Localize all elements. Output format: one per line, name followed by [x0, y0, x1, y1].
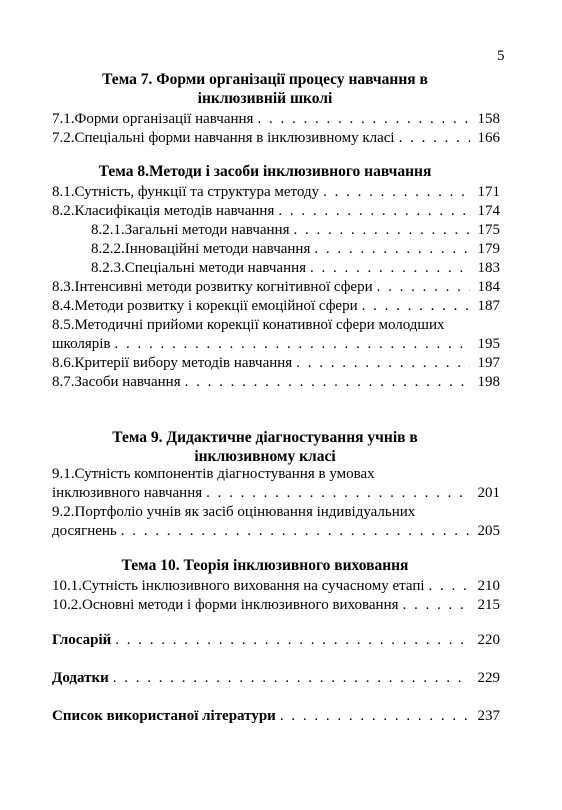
leader-dots [323, 183, 470, 202]
leader-dots [399, 129, 470, 148]
toc-subentry[interactable] [91, 259, 500, 278]
toc-entry[interactable] [52, 335, 500, 354]
section-heading-t10: Тема 10. Теорія інклюзивного виховання [121, 557, 409, 574]
toc-entry-label: Глосарій [52, 632, 112, 648]
toc-entry-label: 7.1.Форми організації навчання [52, 111, 254, 127]
leader-dots [185, 373, 470, 392]
toc-entry[interactable] [52, 577, 500, 596]
toc-entry-page: 197 [477, 355, 500, 371]
leader-dots [113, 669, 470, 688]
toc-entry[interactable] [52, 297, 500, 316]
toc-entry-label: 7.2.Спеціальні форми навчання в інклюзивному класі [52, 130, 395, 146]
toc-entry-label: Список використаної літератури [52, 708, 276, 724]
toc-entry[interactable] [52, 484, 500, 503]
toc-entry-page: 229 [477, 670, 500, 686]
toc-entry-page: 184 [477, 279, 500, 295]
toc-entry-label-line1[interactable]: 8.5.Методичні прийоми корекції конативної сфери молодших [52, 317, 445, 333]
leader-dots [403, 596, 470, 615]
toc-entry-page: 201 [477, 485, 500, 501]
toc-entry[interactable] [52, 596, 500, 615]
toc-entry-label: 8.2.2.Інноваційні методи навчання [91, 241, 311, 257]
leader-dots [278, 202, 470, 221]
toc-entry-label: Додатки [52, 670, 109, 686]
toc-entry-page: 166 [477, 130, 500, 146]
leader-dots [362, 297, 470, 316]
page-number: 5 [497, 48, 505, 64]
toc-entry-label-line1[interactable]: 9.1.Сутність компонентів діагностування в умовах [52, 466, 375, 482]
toc-subentry[interactable] [91, 221, 500, 240]
toc-entry-label: 8.3.Інтенсивні методи розвитку когнітивної сфери [52, 279, 373, 295]
toc-entry-label: 8.1.Сутність, функції та структура методу [52, 184, 320, 200]
toc-entry-label: 8.2.3.Спеціальні методи навчання [91, 260, 307, 276]
toc-entry-label: 10.1.Сутність інклюзивного виховання на сучасному етапі [52, 578, 425, 594]
toc-entry-glossary[interactable] [52, 631, 500, 650]
section-heading-t9-line2: інклюзивному класі [194, 448, 336, 465]
toc-entry-page: 187 [477, 298, 500, 314]
toc-entry-appendix[interactable] [52, 669, 500, 688]
leader-dots [310, 259, 470, 278]
toc-entry-page: 183 [477, 260, 500, 276]
leader-dots [429, 577, 470, 596]
leader-dots [280, 707, 470, 726]
toc-entry[interactable] [52, 354, 500, 373]
leader-dots [296, 354, 470, 373]
toc-entry-page: 220 [477, 632, 500, 648]
toc-entry-page: 171 [477, 184, 500, 200]
toc-entry-page: 195 [477, 336, 500, 352]
leader-dots [314, 240, 470, 259]
toc-entry-label: досягнень [52, 523, 117, 539]
toc-entry-page: 205 [477, 523, 500, 539]
toc-entry-label: 8.2.1.Загальні методи навчання [91, 222, 290, 238]
leader-dots [206, 484, 470, 503]
toc-entry-page: 179 [477, 241, 500, 257]
leader-dots [115, 631, 470, 650]
toc-entry-page: 215 [477, 597, 500, 613]
toc-entry[interactable] [52, 202, 500, 221]
toc-entry[interactable] [52, 129, 500, 148]
section-heading-t9-line1: Тема 9. Дидактичне діагностування учнів в [112, 429, 418, 446]
section-heading-t7-line2: інклюзивній школі [197, 90, 333, 107]
toc-entry[interactable] [52, 183, 500, 202]
toc-subentry[interactable] [91, 240, 500, 259]
toc-entry-label: школярів [52, 336, 111, 352]
toc-entry-label: 8.6.Критерії вибору методів навчання [52, 355, 293, 371]
toc-entry-label: 8.2.Класифікація методів навчання [52, 203, 275, 219]
toc-entry[interactable] [52, 522, 500, 541]
leader-dots [115, 335, 470, 354]
toc-entry-page: 210 [477, 578, 500, 594]
toc-entry-label-line1[interactable]: 9.2.Портфоліо учнів як засіб оцінювання індивідуальних [52, 504, 416, 520]
leader-dots [377, 278, 470, 297]
leader-dots [257, 110, 470, 129]
toc-entry-page: 198 [477, 374, 500, 390]
toc-entry[interactable] [52, 278, 500, 297]
leader-dots [121, 522, 470, 541]
toc-entry-page: 158 [477, 111, 500, 127]
toc-entry-label: 8.7.Засоби навчання [52, 374, 181, 390]
leader-dots [293, 221, 470, 240]
toc-entry[interactable] [52, 110, 500, 129]
toc-entry-page: 174 [477, 203, 500, 219]
toc-entry-label: 8.4.Методи розвитку і корекції емоційної сфери [52, 298, 358, 314]
toc-entry[interactable] [52, 373, 500, 392]
section-heading-t7-line1: Тема 7. Форми організації процесу навчання в [102, 71, 428, 88]
section-heading-t8: Тема 8.Методи і засоби інклюзивного навчання [98, 163, 432, 180]
toc-entry-label: 10.2.Основні методи і форми інклюзивного виховання [52, 597, 399, 613]
toc-entry-page: 237 [477, 708, 500, 724]
toc-entry-label: інклюзивного навчання [52, 485, 203, 501]
toc-entry-page: 175 [477, 222, 500, 238]
toc-entry-references[interactable] [52, 707, 500, 726]
